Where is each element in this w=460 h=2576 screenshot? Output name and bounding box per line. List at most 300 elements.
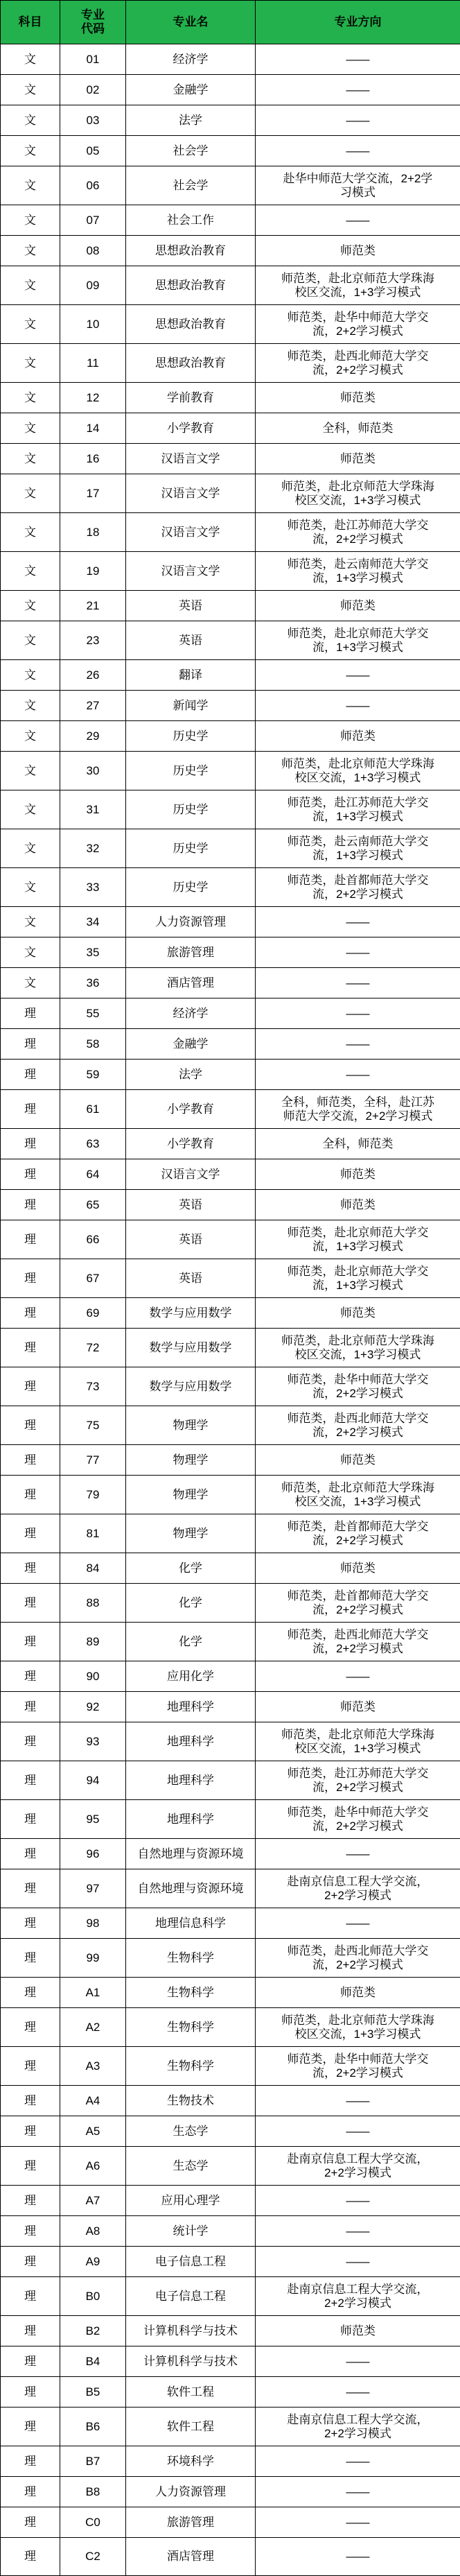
cell-major-code: A9 [60, 2247, 126, 2277]
cell-major-direction: 师范类，赴北京师范大学珠海 校区交流，1+3学习模式 [256, 2008, 460, 2047]
cell-major-direction: 师范类，赴江苏师范大学交 流，1+3学习模式 [256, 790, 460, 829]
table-row [1, 2086, 460, 2116]
cell-subject: 理 [1, 1129, 60, 1159]
cell-major-name: 计算机科学与技术 [126, 2346, 256, 2377]
cell-subject: 理 [1, 1514, 60, 1553]
cell-major-name: 酒店管理 [126, 968, 256, 999]
cell-subject: 文 [1, 344, 60, 383]
cell-major-code: C0 [60, 2507, 126, 2538]
table-row [1, 907, 460, 937]
cell-major-code: 05 [60, 136, 126, 166]
cell-subject: 理 [1, 2008, 60, 2047]
cell-major-code: 11 [60, 344, 126, 383]
table-row [1, 1190, 460, 1220]
table-row [1, 2116, 460, 2147]
cell-major-name: 生物科学 [126, 1939, 256, 1978]
cell-major-code: 23 [60, 621, 126, 660]
cell-major-code: 31 [60, 790, 126, 829]
cell-subject: 理 [1, 2408, 60, 2446]
cell-major-direction: —— [256, 999, 460, 1029]
cell-major-direction: 赴南京信息工程大学交流， 2+2学习模式 [256, 2408, 460, 2446]
cell-subject: 文 [1, 75, 60, 105]
cell-major-code: 95 [60, 1800, 126, 1839]
cell-major-direction: —— [256, 75, 460, 105]
table-row [1, 937, 460, 968]
cell-major-direction: 师范类，赴北京师范大学交 流，1+3学习模式 [256, 621, 460, 660]
cell-subject: 理 [1, 1090, 60, 1129]
cell-subject: 理 [1, 1190, 60, 1220]
cell-subject: 理 [1, 2186, 60, 2216]
cell-major-code: 36 [60, 968, 126, 999]
table-row [1, 2008, 460, 2047]
table-row [1, 266, 460, 305]
cell-major-code: 89 [60, 1623, 126, 1661]
cell-major-direction: —— [256, 205, 460, 236]
cell-major-code: A3 [60, 2047, 126, 2086]
cell-major-direction: 师范类 [256, 1553, 460, 1584]
cell-major-direction: 师范类 [256, 1692, 460, 1722]
cell-major-code: 10 [60, 305, 126, 344]
table-row [1, 2346, 460, 2377]
cell-major-direction: 师范类 [256, 721, 460, 752]
cell-major-name: 应用化学 [126, 1661, 256, 1692]
table-row [1, 1445, 460, 1476]
cell-major-code: 01 [60, 44, 126, 75]
cell-major-name: 历史学 [126, 868, 256, 907]
cell-subject: 理 [1, 1553, 60, 1584]
cell-subject: 理 [1, 1692, 60, 1722]
cell-major-direction: 师范类，赴华中师范大学交 流，2+2学习模式 [256, 1800, 460, 1839]
cell-major-name: 社会学 [126, 166, 256, 205]
table-row [1, 1476, 460, 1514]
table-row [1, 2446, 460, 2477]
cell-subject: 理 [1, 1939, 60, 1978]
cell-major-name: 地理科学 [126, 1761, 256, 1800]
cell-major-name: 数学与应用数学 [126, 1367, 256, 1406]
cell-subject: 文 [1, 691, 60, 721]
cell-subject: 文 [1, 44, 60, 75]
cell-major-direction: 赴南京信息工程大学交流， 2+2学习模式 [256, 2147, 460, 2186]
cell-major-name: 汉语言文学 [126, 444, 256, 474]
cell-subject: 理 [1, 1761, 60, 1800]
cell-subject: 理 [1, 1029, 60, 1060]
cell-major-name: 经济学 [126, 44, 256, 75]
cell-major-direction: —— [256, 2377, 460, 2408]
cell-major-code: B8 [60, 2477, 126, 2507]
table-row [1, 44, 460, 75]
cell-major-code: 12 [60, 383, 126, 413]
cell-major-name: 汉语言文学 [126, 474, 256, 513]
cell-major-name: 旅游管理 [126, 937, 256, 968]
cell-subject: 理 [1, 1623, 60, 1661]
cell-major-direction: —— [256, 1661, 460, 1692]
cell-major-code: 69 [60, 1298, 126, 1329]
cell-major-name: 统计学 [126, 2216, 256, 2247]
cell-major-code: B6 [60, 2408, 126, 2446]
cell-major-name: 思想政治教育 [126, 266, 256, 305]
cell-major-name: 自然地理与资源环境 [126, 1839, 256, 1869]
table-row [1, 383, 460, 413]
table-row [1, 721, 460, 752]
cell-major-code: B4 [60, 2346, 126, 2377]
cell-major-direction: 师范类 [256, 383, 460, 413]
cell-subject: 文 [1, 383, 60, 413]
cell-subject: 理 [1, 2346, 60, 2377]
cell-major-name: 自然地理与资源环境 [126, 1869, 256, 1908]
cell-subject: 文 [1, 236, 60, 266]
cell-major-code: A6 [60, 2147, 126, 2186]
cell-major-code: 75 [60, 1406, 126, 1445]
table-row [1, 999, 460, 1029]
cell-major-name: 历史学 [126, 752, 256, 790]
cell-major-name: 地理科学 [126, 1692, 256, 1722]
cell-subject: 理 [1, 2047, 60, 2086]
cell-major-name: 思想政治教育 [126, 236, 256, 266]
cell-major-name: 金融学 [126, 1029, 256, 1060]
cell-subject: 文 [1, 552, 60, 591]
cell-major-code: 30 [60, 752, 126, 790]
cell-major-direction: —— [256, 2446, 460, 2477]
cell-major-name: 人力资源管理 [126, 2477, 256, 2507]
table-row [1, 1159, 460, 1190]
table-row [1, 691, 460, 721]
cell-major-code: 72 [60, 1329, 126, 1367]
cell-subject: 理 [1, 2377, 60, 2408]
table-row [1, 2247, 460, 2277]
table-row [1, 2477, 460, 2507]
cell-major-direction: 师范类，赴西北师范大学交 流，2+2学习模式 [256, 1406, 460, 1445]
cell-major-direction: —— [256, 2247, 460, 2277]
cell-major-code: 93 [60, 1722, 126, 1761]
table-row [1, 1839, 460, 1869]
cell-major-name: 应用心理学 [126, 2186, 256, 2216]
cell-major-code: 17 [60, 474, 126, 513]
header-row [1, 1, 460, 44]
table-row [1, 105, 460, 136]
cell-major-name: 数学与应用数学 [126, 1329, 256, 1367]
cell-major-code: 35 [60, 937, 126, 968]
cell-major-name: 软件工程 [126, 2377, 256, 2408]
table-row [1, 1584, 460, 1623]
cell-subject: 理 [1, 1406, 60, 1445]
table-row [1, 1220, 460, 1259]
table-row [1, 1800, 460, 1839]
cell-major-name: 金融学 [126, 75, 256, 105]
table-row [1, 660, 460, 691]
table-row [1, 868, 460, 907]
cell-major-direction: 全科，师范类 [256, 413, 460, 444]
cell-major-name: 社会工作 [126, 205, 256, 236]
cell-major-name: 思想政治教育 [126, 344, 256, 383]
cell-major-name: 新闻学 [126, 691, 256, 721]
cell-major-name: 思想政治教育 [126, 305, 256, 344]
table-row [1, 444, 460, 474]
cell-major-direction: 师范类，赴北京师范大学珠海 校区交流，1+3学习模式 [256, 752, 460, 790]
table-row [1, 621, 460, 660]
cell-major-code: 09 [60, 266, 126, 305]
table-row [1, 1661, 460, 1692]
table-row [1, 1908, 460, 1939]
cell-major-direction: 师范类，赴华中师范大学交 流，2+2学习模式 [256, 305, 460, 344]
cell-major-direction: —— [256, 1908, 460, 1939]
cell-major-direction: —— [256, 2216, 460, 2247]
cell-major-name: 学前教育 [126, 383, 256, 413]
cell-subject: 理 [1, 1220, 60, 1259]
cell-major-direction: 师范类，赴西北师范大学交 流，2+2学习模式 [256, 1939, 460, 1978]
cell-major-name: 物理学 [126, 1476, 256, 1514]
cell-major-code: A8 [60, 2216, 126, 2247]
cell-major-direction: —— [256, 1839, 460, 1869]
cell-subject: 理 [1, 2247, 60, 2277]
cell-major-code: 67 [60, 1259, 126, 1298]
table-row [1, 2277, 460, 2316]
cell-major-name: 生态学 [126, 2147, 256, 2186]
cell-major-code: 21 [60, 591, 126, 621]
cell-major-name: 化学 [126, 1623, 256, 1661]
cell-major-direction: 师范类，赴西北师范大学交 流，2+2学习模式 [256, 1623, 460, 1661]
cell-major-code: 07 [60, 205, 126, 236]
cell-major-direction: —— [256, 1060, 460, 1090]
cell-major-name: 地理信息科学 [126, 1908, 256, 1939]
cell-major-name: 地理科学 [126, 1800, 256, 1839]
cell-major-code: A4 [60, 2086, 126, 2116]
cell-subject: 文 [1, 660, 60, 691]
table-row [1, 166, 460, 205]
cell-major-name: 物理学 [126, 1445, 256, 1476]
cell-subject: 文 [1, 868, 60, 907]
cell-subject: 文 [1, 752, 60, 790]
cell-major-direction: —— [256, 1029, 460, 1060]
cell-subject: 文 [1, 105, 60, 136]
cell-major-code: B0 [60, 2277, 126, 2316]
cell-major-name: 小学教育 [126, 413, 256, 444]
cell-subject: 文 [1, 790, 60, 829]
cell-major-direction: 师范类，赴首都师范大学交 流，2+2学习模式 [256, 868, 460, 907]
cell-major-code: 19 [60, 552, 126, 591]
cell-major-code: 97 [60, 1869, 126, 1908]
table-row [1, 2216, 460, 2247]
cell-major-code: C2 [60, 2538, 126, 2576]
cell-major-code: 16 [60, 444, 126, 474]
cell-major-name: 历史学 [126, 790, 256, 829]
table-row [1, 1623, 460, 1661]
table-row [1, 1939, 460, 1978]
cell-major-name: 小学教育 [126, 1129, 256, 1159]
table-row [1, 2147, 460, 2186]
cell-major-name: 英语 [126, 1259, 256, 1298]
cell-major-name: 物理学 [126, 1514, 256, 1553]
cell-major-direction: 师范类，赴北京师范大学交 流，1+3学习模式 [256, 1259, 460, 1298]
cell-major-name: 历史学 [126, 829, 256, 868]
table-row [1, 1259, 460, 1298]
cell-major-code: 33 [60, 868, 126, 907]
cell-major-code: 77 [60, 1445, 126, 1476]
cell-major-name: 电子信息工程 [126, 2247, 256, 2277]
cell-major-name: 化学 [126, 1584, 256, 1623]
cell-subject: 理 [1, 2277, 60, 2316]
cell-major-name: 计算机科学与技术 [126, 2316, 256, 2346]
cell-subject: 文 [1, 513, 60, 552]
cell-subject: 文 [1, 907, 60, 937]
cell-major-direction: 师范类 [256, 444, 460, 474]
cell-major-code: 65 [60, 1190, 126, 1220]
cell-major-direction: 师范类 [256, 591, 460, 621]
cell-subject: 理 [1, 1329, 60, 1367]
table-row [1, 413, 460, 444]
table-row [1, 75, 460, 105]
cell-major-name: 人力资源管理 [126, 907, 256, 937]
cell-major-direction: 师范类，赴北京师范大学交 流，1+3学习模式 [256, 1220, 460, 1259]
cell-subject: 理 [1, 2086, 60, 2116]
cell-major-direction: —— [256, 2116, 460, 2147]
table-row [1, 1298, 460, 1329]
cell-major-direction: 师范类，赴北京师范大学珠海 校区交流，1+3学习模式 [256, 474, 460, 513]
cell-major-direction: 师范类，赴首都师范大学交 流，2+2学习模式 [256, 1584, 460, 1623]
cell-subject: 理 [1, 2147, 60, 2186]
cell-subject: 理 [1, 2316, 60, 2346]
cell-major-name: 旅游管理 [126, 2507, 256, 2538]
cell-major-code: 18 [60, 513, 126, 552]
cell-major-name: 翻译 [126, 660, 256, 691]
cell-major-code: A5 [60, 2116, 126, 2147]
cell-major-direction: 师范类，赴北京师范大学珠海 校区交流，1+3学习模式 [256, 1329, 460, 1367]
cell-major-name: 酒店管理 [126, 2538, 256, 2576]
cell-subject: 文 [1, 968, 60, 999]
cell-subject: 理 [1, 1298, 60, 1329]
cell-subject: 理 [1, 2446, 60, 2477]
header-major-direction: 专业方向 [256, 1, 460, 44]
table-row [1, 2538, 460, 2576]
cell-major-direction: 师范类，赴华中师范大学交 流，2+2学习模式 [256, 2047, 460, 2086]
table-row [1, 1553, 460, 1584]
header-major-code: 专业 代码 [60, 1, 126, 44]
table-row [1, 752, 460, 790]
cell-major-name: 物理学 [126, 1406, 256, 1445]
cell-major-direction: 赴南京信息工程大学交流， 2+2学习模式 [256, 2277, 460, 2316]
cell-major-name: 历史学 [126, 721, 256, 752]
cell-major-direction: 师范类，赴江苏师范大学交 流，2+2学习模式 [256, 1761, 460, 1800]
table-row [1, 1692, 460, 1722]
cell-major-direction: 师范类，赴西北师范大学交 流，2+2学习模式 [256, 344, 460, 383]
cell-subject: 理 [1, 1800, 60, 1839]
cell-major-direction: —— [256, 2477, 460, 2507]
table-row [1, 1722, 460, 1761]
table-row [1, 1869, 460, 1908]
table-row [1, 2377, 460, 2408]
table-row [1, 591, 460, 621]
cell-major-direction: —— [256, 136, 460, 166]
table-row [1, 474, 460, 513]
cell-subject: 理 [1, 2507, 60, 2538]
cell-subject: 文 [1, 444, 60, 474]
cell-major-direction: 全科，师范类 [256, 1129, 460, 1159]
cell-subject: 理 [1, 1476, 60, 1514]
cell-major-direction: —— [256, 691, 460, 721]
cell-major-direction: 师范类，赴北京师范大学珠海 校区交流，1+3学习模式 [256, 1722, 460, 1761]
table-row [1, 2507, 460, 2538]
cell-major-code: 14 [60, 413, 126, 444]
cell-subject: 理 [1, 1367, 60, 1406]
cell-major-direction: 师范类 [256, 2316, 460, 2346]
cell-major-direction: 师范类，赴云南师范大学交 流，1+3学习模式 [256, 552, 460, 591]
cell-major-code: 26 [60, 660, 126, 691]
table-row [1, 2316, 460, 2346]
cell-major-direction: —— [256, 907, 460, 937]
cell-major-code: 61 [60, 1090, 126, 1129]
cell-major-name: 英语 [126, 591, 256, 621]
cell-major-name: 英语 [126, 1190, 256, 1220]
cell-major-name: 汉语言文学 [126, 552, 256, 591]
cell-major-direction: —— [256, 968, 460, 999]
table-row [1, 1029, 460, 1060]
cell-major-direction: —— [256, 105, 460, 136]
cell-major-name: 数学与应用数学 [126, 1298, 256, 1329]
cell-major-direction: 赴南京信息工程大学交流， 2+2学习模式 [256, 1869, 460, 1908]
table-row [1, 136, 460, 166]
cell-subject: 理 [1, 1839, 60, 1869]
cell-major-direction: 赴华中师范大学交流，2+2学 习模式 [256, 166, 460, 205]
cell-major-direction: 师范类，赴华中师范大学交 流，2+2学习模式 [256, 1367, 460, 1406]
table-row [1, 344, 460, 383]
cell-major-code: 29 [60, 721, 126, 752]
cell-major-code: 06 [60, 166, 126, 205]
cell-major-direction: —— [256, 2538, 460, 2576]
cell-subject: 理 [1, 2116, 60, 2147]
table-body [1, 44, 460, 2576]
cell-subject: 理 [1, 2538, 60, 2576]
cell-subject: 理 [1, 999, 60, 1029]
cell-major-direction: —— [256, 2186, 460, 2216]
table-row [1, 2047, 460, 2086]
cell-subject: 理 [1, 1722, 60, 1761]
cell-major-direction: 全科，师范类，全科，赴江苏 师范大学交流，2+2学习模式 [256, 1090, 460, 1129]
cell-subject: 理 [1, 1159, 60, 1190]
cell-major-code: 99 [60, 1939, 126, 1978]
cell-subject: 理 [1, 2477, 60, 2507]
cell-major-name: 生物科学 [126, 1978, 256, 2008]
cell-major-code: A2 [60, 2008, 126, 2047]
cell-major-code: 27 [60, 691, 126, 721]
cell-subject: 文 [1, 136, 60, 166]
cell-major-code: 08 [60, 236, 126, 266]
cell-major-name: 电子信息工程 [126, 2277, 256, 2316]
table-row [1, 1367, 460, 1406]
cell-major-code: B2 [60, 2316, 126, 2346]
cell-subject: 文 [1, 205, 60, 236]
cell-major-name: 生物科学 [126, 2008, 256, 2047]
cell-major-code: B7 [60, 2446, 126, 2477]
cell-major-direction: —— [256, 660, 460, 691]
table-row [1, 1514, 460, 1553]
cell-major-name: 生物科学 [126, 2047, 256, 2086]
cell-major-name: 化学 [126, 1553, 256, 1584]
cell-major-direction: 师范类 [256, 236, 460, 266]
cell-subject: 理 [1, 1869, 60, 1908]
cell-major-code: 98 [60, 1908, 126, 1939]
cell-major-name: 汉语言文学 [126, 513, 256, 552]
cell-major-code: 02 [60, 75, 126, 105]
cell-subject: 理 [1, 2216, 60, 2247]
table-row [1, 236, 460, 266]
cell-major-code: 59 [60, 1060, 126, 1090]
table-row [1, 305, 460, 344]
cell-major-code: 96 [60, 1839, 126, 1869]
cell-major-direction: —— [256, 937, 460, 968]
cell-major-code: 88 [60, 1584, 126, 1623]
cell-major-direction: —— [256, 2346, 460, 2377]
table-row [1, 1129, 460, 1159]
cell-subject: 文 [1, 721, 60, 752]
